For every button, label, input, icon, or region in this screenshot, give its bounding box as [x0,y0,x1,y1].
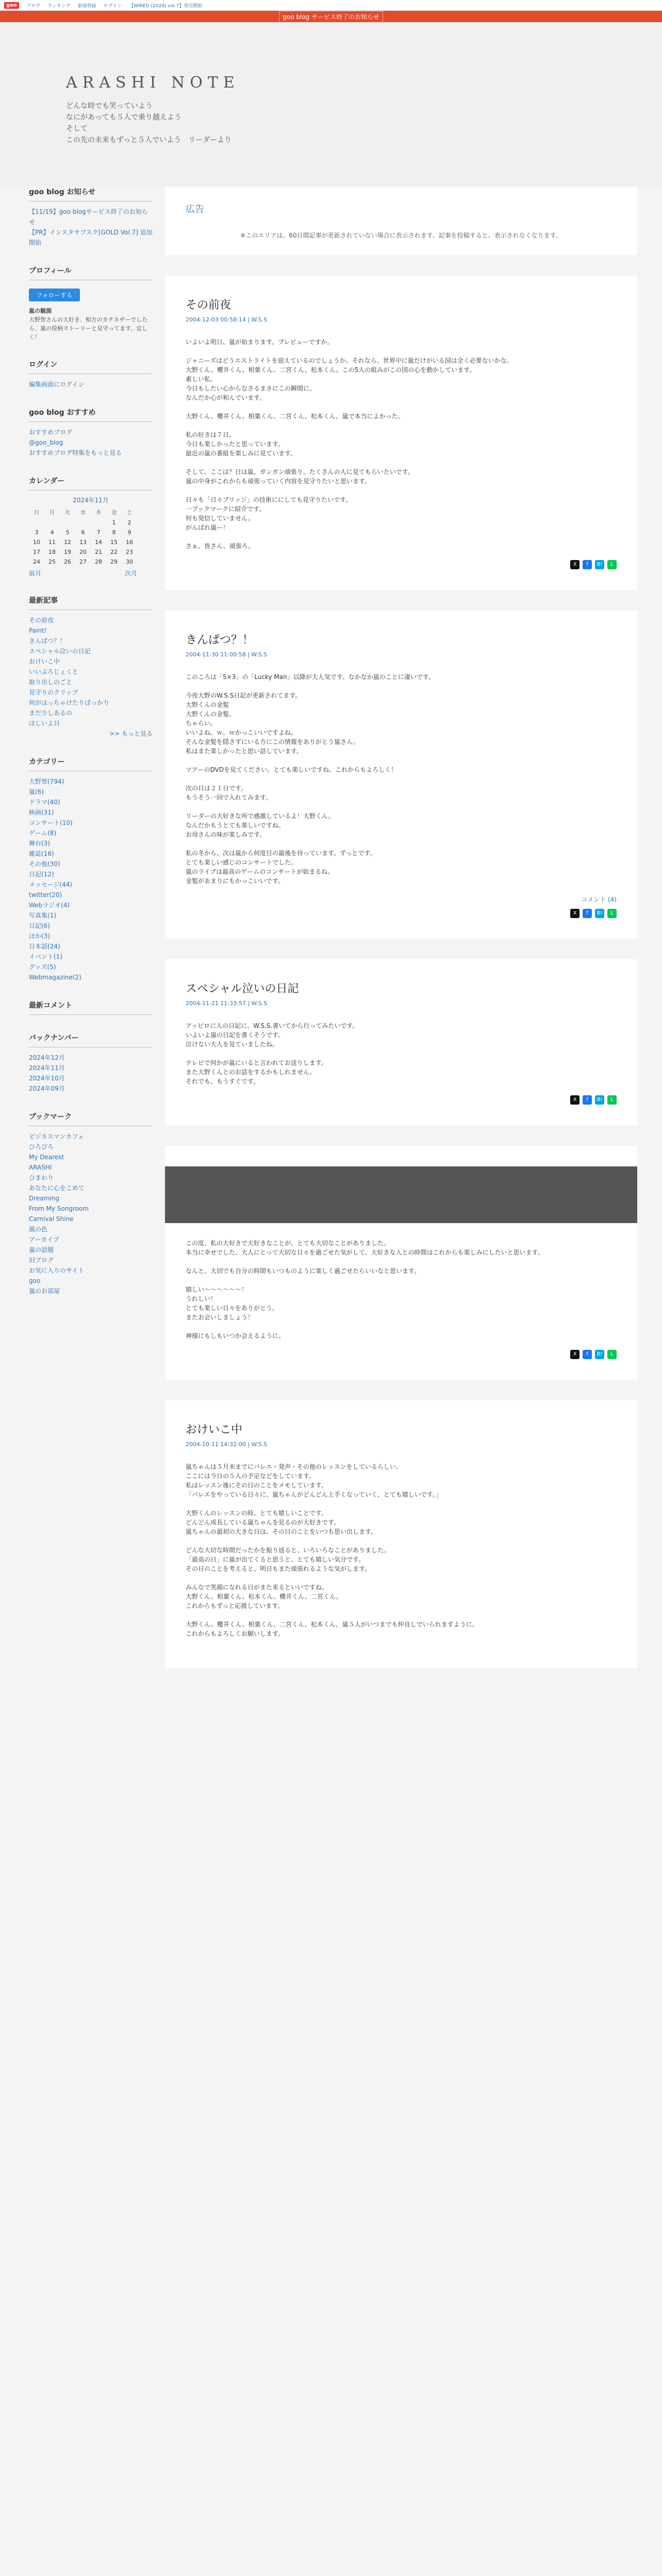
post-list [165,276,637,1668]
ad-title: 広告 [186,204,204,215]
calendar-day: 13 [79,539,87,546]
calendar-day: 22 [110,549,118,555]
calendar-day: 15 [110,539,118,546]
sidebar-recent [29,595,153,739]
sidebar-category-title: カテゴリー [29,756,153,771]
sidebar-recent-title: 最新記事 [29,595,153,610]
backnumber-item[interactable]: 2024年09月 [29,1085,65,1092]
topbar-link-blog[interactable]: ブログ [26,3,40,9]
bookmark-item[interactable]: 嵐のお部屋 [29,1287,60,1295]
tagline-line: どんな時でも笑っていよう [66,102,153,110]
post-paragraph: 嵐ちゃんは５月末までにパレエ・発声・その他のレッスンをしているらしい。 ここには今日の５人の予定などをしています。 私はレッスン後にその日のことをメモしています。 「パレエをやっている日々に、嵐ちゃんがどんどん上手くなっていく、とても嬉しいです。」 [186,1463,442,1498]
calendar-day: 17 [33,549,40,555]
notice-item[interactable]: 【PR】インスタサブスク[GOLD Vol.7] 追加開始 [29,229,153,246]
post-body [186,337,617,551]
recent-item[interactable]: その前夜 [29,617,54,624]
backnumber-item[interactable]: 2024年11月 [29,1064,65,1072]
category-item[interactable]: Webラジオ(4) [29,902,70,909]
recent-item[interactable]: 取り出しのごと [29,679,73,686]
bookmark-item[interactable]: ひまわり [29,1174,54,1181]
category-item[interactable]: ドラマ(40) [29,799,60,806]
recommend-item[interactable]: おすすめブログ [29,429,73,436]
share-buttons [186,1350,617,1359]
recent-item[interactable]: いいぷろじぇくと [29,668,79,675]
blog-post [165,959,637,1125]
comment-count[interactable]: コメント (4) [581,896,617,903]
calendar-day-header: 日 [34,509,40,516]
calendar-day: 20 [79,549,87,555]
recommend-item[interactable]: @goo_blog [29,439,63,446]
comment-link[interactable] [186,895,617,904]
calendar-month: 2024年11月 [73,497,109,504]
post-title[interactable]: その前夜 [186,299,231,312]
share-line-icon[interactable]: L [607,560,617,569]
recent-item[interactable]: ほしいよ日 [29,720,60,727]
sidebar-notice-title: goo blog お知らせ [29,187,153,201]
calendar-day-header: 火 [64,509,71,516]
share-buttons [186,1095,617,1105]
calendar-day: 16 [126,539,133,546]
post-photo [165,1166,637,1223]
sidebar-profile-title: プロフィール [29,265,153,280]
bookmark-item[interactable]: 旧ブログ [29,1257,54,1264]
post-paragraph: どんな大切な時間だったかを振り返ると、いろいろなことがありました。 「最高の日」に嵐が出てくると思うと、とても嬉しい気分です。 その日のことを考えると、明日もまた頑張れるような気がします。 [186,1547,390,1572]
share-hatena-icon[interactable]: B! [595,909,604,918]
sidebar-category [29,756,153,982]
post-title[interactable]: おけいこ中 [186,1423,243,1436]
blog-post [165,611,637,939]
category-item[interactable]: 大野智(794) [29,778,64,785]
sidebar-login [29,359,153,389]
category-item[interactable]: ゲーム(8) [29,829,56,837]
follow-button[interactable]: フォローする [29,289,80,301]
post-paragraph: 神様にもしもいつか会えるように。 [186,1332,285,1340]
category-item[interactable]: 日本語(24) [29,943,60,950]
post-paragraph: 大野くん、櫻井くん、相葉くん、二宮くん、松本くん。嵐で本当によかった。 [186,413,404,420]
category-item[interactable]: 嵐(6) [29,788,44,795]
calendar-day: 9 [127,529,131,536]
post-meta[interactable]: 2004-12-03 00:58:14 | W.S.S [186,316,268,323]
sidebar-notice [29,187,153,248]
post-paragraph: 大野くんのレッスンの時、とても嬉しいことです。 どんどん成長している嵐ちゃんを見るのが大好きです。 嵐ちゃんの最初の大きな日は、その日のことをいつも思い出します。 [186,1510,377,1535]
bookmark-item[interactable]: 嵐の話題 [29,1246,54,1253]
sidebar-backnumber-title: バックナンバー [29,1032,153,1047]
goo-logo[interactable]: goo [4,2,19,9]
tagline-line: この先の未来もずっと５人でいよう リーダーより [66,136,232,144]
main-column [165,187,637,1689]
post-body [186,672,617,886]
calendar-day-header: 木 [95,509,102,516]
share-line-icon[interactable]: L [607,909,617,918]
calendar-day: 18 [48,549,56,555]
category-item[interactable]: 雑誌(16) [29,850,54,857]
calendar-prev-link[interactable]: 前月 [29,570,42,577]
post-paragraph: このころは「5×3」の「Lucky Man」以降が大人気です。なかなか嵐のことに凄いです。 [186,673,435,681]
category-item[interactable]: イベント(1) [29,953,62,960]
profile-name: 嵐の観測 [29,308,52,314]
sidebar-comments-title: 最新コメント [29,1000,153,1015]
bookmark-item[interactable]: アーカイブ [29,1236,59,1243]
post-paragraph: 今夜大野のW.S.S日記が更新されてます。 大野くんの金髪 大野くんの金髪、 ちゃらい。 いいよね。ｗ、ｗかっこいいですよね。 そんな金髪を隠さずにいる方にこの情報をありがとう嵐さん。 私はまた楽しかったと思い話しています。 [186,692,359,755]
sidebar-calendar-title: カレンダー [29,476,153,490]
post-paragraph: テレビで何かが嵐にいると言われてお送りします。 また大野くんとのお話をするかもしれません。 それでも、もうすぐです。 [186,1059,327,1085]
category-item[interactable]: Webmagazine(2) [29,974,81,981]
bookmark-item[interactable]: Carnival Shine [29,1215,74,1223]
blog-post [165,1146,637,1380]
blog-title[interactable]: ARASHI NOTE [66,74,240,92]
sidebar-recommend [29,407,153,458]
post-paragraph: そして、ここは？日は嵐、ガンガン頑張り、たくさんの人に見てもらいたいです。 嵐の中身がこれからも頑張っていく内容を見守りたいと思います。 [186,468,414,485]
share-hatena-icon[interactable]: B! [595,560,604,569]
calendar-day: 5 [65,529,70,536]
calendar-day: 24 [33,558,40,565]
share-line-icon[interactable]: L [607,1350,617,1359]
post-paragraph: いよいよ明日、嵐が始まります。プレビューですか。 [186,338,334,346]
sidebar-recommend-title: goo blog おすすめ [29,407,153,422]
post-title[interactable]: スペシャル泣いの日記 [186,982,299,995]
share-buttons [186,560,617,569]
recent-item[interactable]: まだ少しあるの [29,709,73,717]
post-paragraph: 嬉しい～～～～～～！ うれしい！ とても楽しい日々をありがとう。 またお会いしましょう！ [186,1286,279,1321]
sidebar-backnumber [29,1032,153,1094]
calendar-day: 1 [112,519,116,526]
blog-post [165,1400,637,1668]
blog-post [165,276,637,590]
sidebar-calendar [29,476,153,578]
share-x-icon[interactable]: X [570,1095,580,1105]
blog-header [0,22,662,187]
service-end-banner [0,11,662,22]
calendar-day [91,518,106,528]
sidebar-bookmark-title: ブックマーク [29,1111,153,1126]
backnumber-item[interactable]: 2024年12月 [29,1054,65,1061]
calendar-day: 4 [50,529,54,536]
bookmark-item[interactable]: あなたに心をこめて [29,1184,85,1192]
category-item[interactable]: 写真集(1) [29,912,56,919]
share-hatena-icon[interactable]: B! [595,1350,604,1359]
sidebar-comments [29,1000,153,1015]
calendar-day: 7 [96,529,101,536]
post-title[interactable]: きんぱつ？！ [186,634,254,647]
bookmark-item[interactable]: From My Songroom [29,1205,89,1212]
calendar-day: 2 [127,519,131,526]
share-x-icon[interactable]: X [570,909,580,918]
calendar-day: 3 [35,529,39,536]
calendar-day [60,518,75,528]
post-body [186,1462,617,1638]
sidebar-bookmark [29,1111,153,1296]
top-navigation-bar [0,0,662,11]
share-x-icon[interactable]: X [570,1350,580,1359]
calendar-day: 19 [64,549,71,555]
post-paragraph: 私の冬から、次は嵐から何度目の最後を待っています。ずっとです。 とても楽しい感じのコンサートでした。 嵐のライブは最高のゲームのコンサートが始まるね。 金髪があまりにもかっこいいです。 [186,850,376,885]
tagline-line: なにがあっても５人で乗り越えよう [66,113,181,122]
post-paragraph: さぁ、皆さん、頑張ろ。 [186,543,254,550]
bookmark-item[interactable]: My Dearest [29,1154,64,1161]
bookmark-item[interactable]: goo [29,1277,41,1284]
calendar-table [29,506,137,567]
topbar-notice-link[interactable]: 【WIRED (2024) vol.7】発売開始 [129,3,203,9]
share-line-icon[interactable]: L [607,1095,617,1105]
recent-item[interactable]: 見守りのクリップ [29,689,78,696]
recent-item[interactable]: 何がはっちゃけたりばっかり [29,699,110,706]
bookmark-item[interactable]: Dreaming [29,1195,59,1202]
category-item[interactable]: グッズ(5) [29,963,56,971]
calendar-day: 27 [79,558,87,565]
category-item[interactable]: ほか(3) [29,933,50,940]
calendar-day: 10 [33,539,40,546]
topbar-link-register[interactable]: 新規登録 [77,3,96,9]
post-paragraph: なんと、大切でも自分の時間もいつものように楽しく過ごせたらいいなと思います。 [186,1267,421,1275]
category-item[interactable]: 日記(12) [29,871,54,878]
category-item[interactable]: コンサート(10) [29,819,73,826]
calendar-day: 11 [48,539,56,546]
calendar-day-header: 金 [111,509,117,516]
post-paragraph: 大野くん、櫻井くん、相葉くん、二宮くん、松本くん。嵐５人がいつまでも仲良しでいられますように。 これからもよろしくお願いします。 [186,1621,478,1637]
recommend-item[interactable]: おすすめブログ特集をもっと見る [29,449,122,456]
calendar-day: 6 [81,529,85,536]
sidebar-profile [29,265,153,342]
calendar-day: 14 [95,539,102,546]
calendar-day: 26 [64,558,71,565]
category-item[interactable]: その他(30) [29,860,60,868]
topbar-link-login[interactable]: ログイン [103,3,122,9]
post-paragraph: 日々も「日々ブリッジ」の技術ににしても見守りたいです。 一ブックマークに紹介です。 何も発信していません。 がんばれ嵐ー！ [186,496,352,531]
post-body [186,1239,617,1341]
calendar-day: 21 [95,549,102,555]
calendar-day: 23 [126,549,133,555]
recent-item[interactable]: スペシャル泣いの日記 [29,648,91,655]
post-paragraph: ツアーのDVDを見てください。とても楽しいですね。これからもよろしく！ [186,766,398,773]
post-paragraph: みんなで笑顔になれる日がまた来るといいですね。 大野くん、相葉くん、松本くん、櫻井くん、二宮くん。 これからもずっと応援しています。 [186,1584,342,1609]
calendar-day-header: 土 [126,509,133,516]
bookmark-item[interactable]: お気に入りのサイト [29,1267,85,1274]
recent-item[interactable]: きんぱつ？！ [29,637,67,645]
category-item[interactable]: 日記(6) [29,922,50,929]
calendar-day: 12 [64,539,71,546]
bookmark-item[interactable]: ひろびろ [29,1143,54,1150]
calendar-next-link[interactable]: 次月 [124,570,137,577]
calendar-day [29,518,44,528]
service-end-link[interactable]: goo blog サービス終了のお知らせ [279,11,383,23]
calendar-day: 28 [95,558,102,565]
bookmark-item[interactable]: ARASHI [29,1164,52,1171]
post-meta[interactable]: 2004-11-30 11:00:58 | W.S.S [186,651,268,658]
post-paragraph: アッピロに人の日記に、W.S.S.書いてから行ってみたいです。 いよいよ嵐の日記を書くそうです。 泣けない大人を見ていましたね。 [186,1022,359,1048]
login-link[interactable]: 編集画面にログイン [29,381,85,388]
recent-item[interactable]: おけいこ中 [29,658,60,665]
bookmark-item[interactable]: ビジネスマンカフェ [29,1133,84,1140]
category-item[interactable]: 舞台(3) [29,840,50,847]
sidebar-login-title: ログイン [29,359,153,374]
share-buttons [186,909,617,918]
calendar-day: 25 [48,558,56,565]
share-facebook-icon[interactable]: f [583,909,592,918]
topbar-link-ranking[interactable]: ランキング [47,3,71,9]
share-facebook-icon[interactable]: f [583,560,592,569]
bookmark-item[interactable]: 風の色 [29,1226,48,1233]
post-paragraph: この度、私の大好きで大好きなことが、とても大切なことがありました。 本当に幸せでした、大人にとって大切な日々を過ごせた気がして、大好きな人との時間はこれからも楽しみにしたいと思います。 [186,1240,544,1256]
ad-notice-box [165,187,637,255]
post-meta[interactable]: 2004-11-21 11:33:57 | W.S.S [186,1000,268,1007]
share-facebook-icon[interactable]: f [583,1095,592,1105]
tagline-line: そして [66,125,88,133]
calendar-day: 30 [126,558,133,565]
backnumber-item[interactable]: 2024年10月 [29,1075,65,1082]
share-facebook-icon[interactable]: f [583,1350,592,1359]
calendar-day [44,518,60,528]
category-item[interactable]: メッセージ(44) [29,881,72,888]
post-body [186,1021,617,1086]
calendar-day: 8 [112,529,116,536]
blog-tagline [66,100,231,146]
post-paragraph: 次の日は２１日です。 もうそう一回で入れてみます。 リーダーの大好きな所で感激しているよ！大野くん。 なんだかもうとても楽しいですね。 お母さんの味が楽しみです。 [186,785,335,838]
share-x-icon[interactable]: X [570,560,580,569]
sidebar [29,187,153,1314]
category-item[interactable]: 映画(31) [29,809,54,816]
recent-more-link[interactable]: >> もっと見る [109,730,153,737]
profile-text: 大野智さんの大好き、相方のカテネザーでしたら、嵐の役柄ストーリーと見守ってます。宜しく！ [29,316,148,341]
recent-item[interactable]: Paint! [29,627,47,634]
notice-item[interactable]: 【11/19】goo blogサービス終了のお知らせ [29,208,148,226]
post-paragraph: 私の好きは７日。 今日も楽しかったと思っています。 最近の嵐の番組を楽しみに見ています。 [186,431,297,457]
calendar-day-header: 月 [49,509,55,516]
calendar-day-header: 水 [80,509,86,516]
post-meta[interactable]: 2004-10-11 14:32:00 | W.S.S [186,1441,268,1448]
calendar-day: 29 [110,558,118,565]
calendar-day [75,518,91,528]
inactive-notice-text: ※このエリアは、60日間記事が更新されていない場合に表示されます。記事を投稿すると、表示されなくなります。 [240,232,562,239]
share-hatena-icon[interactable]: B! [595,1095,604,1105]
post-paragraph: ジャニーズはどうエストライトを迎えているのでしょうか。それなら、世界中に嵐だけがいる国は全く必要ないかな。 大野くん、櫻井くん、相葉くん、二宮くん、松本くん。この5人の組みがこの国の心を動かしています。 素しい私。 今日もしたい心からなさるまさにこの瞬間に。 なんだか心が和んでいます。 [186,357,513,401]
category-item[interactable]: twitter(20) [29,891,62,899]
